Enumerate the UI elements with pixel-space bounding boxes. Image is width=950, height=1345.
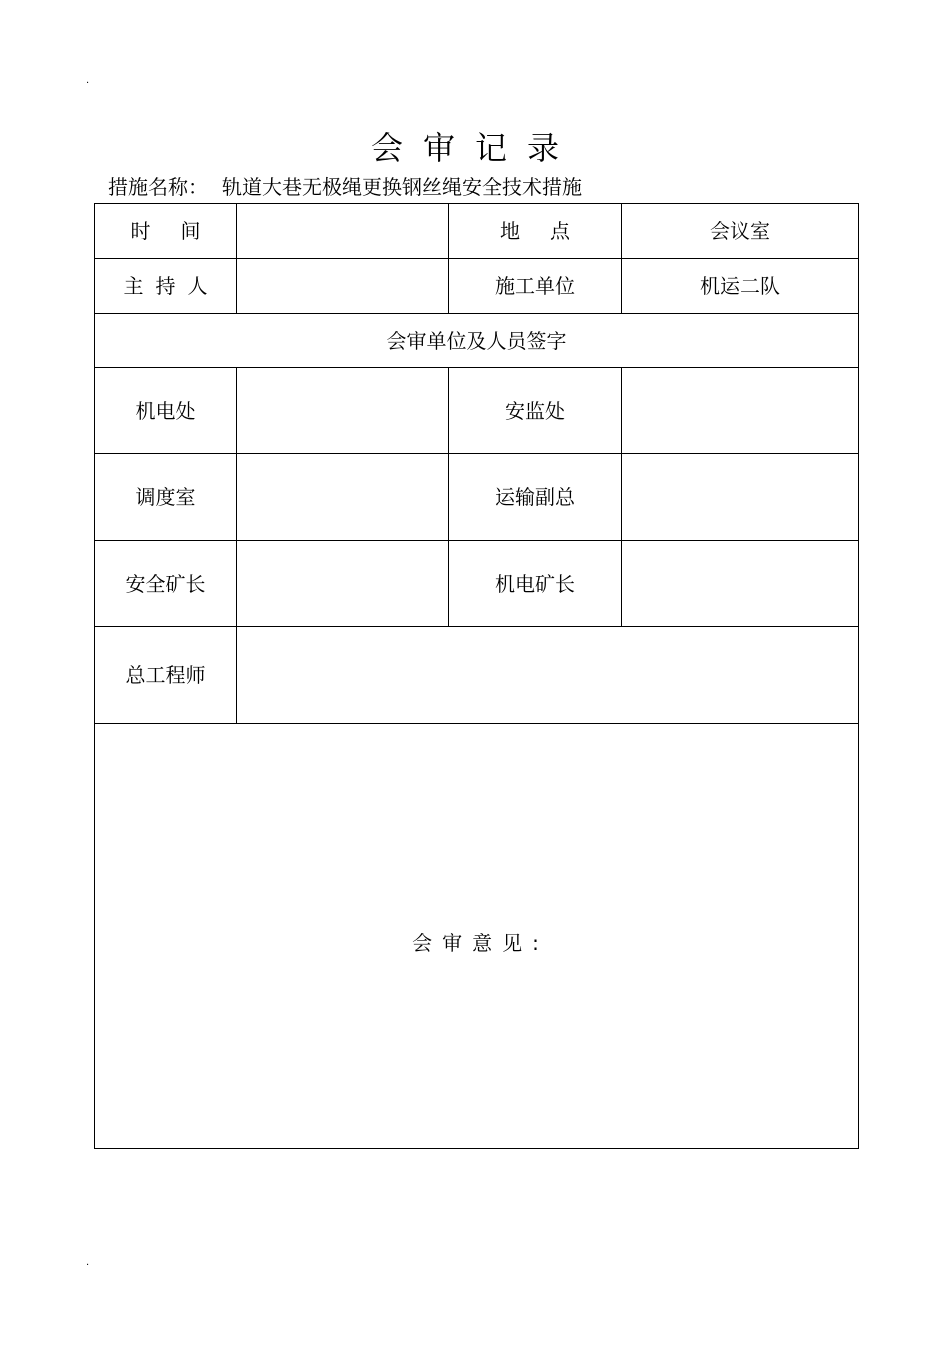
measure-label: 措施名称：: [108, 175, 208, 199]
sign-section-header: 会审单位及人员签字: [95, 314, 859, 368]
signatory-row: [95, 454, 859, 541]
chief-engineer-value[interactable]: [237, 627, 859, 724]
review-record-table: [94, 203, 859, 1149]
time-place-row: [95, 204, 859, 259]
host-value[interactable]: [237, 259, 449, 314]
signatory-right-value[interactable]: [622, 368, 859, 454]
signatory-right-value[interactable]: [622, 541, 859, 627]
host-label: 主持人: [95, 259, 237, 314]
signatory-left-label: 机电处: [95, 368, 237, 454]
signatory-right-label: 机电矿长: [449, 541, 622, 627]
signatory-left-value[interactable]: [237, 368, 449, 454]
signatory-right-label: 安监处: [449, 368, 622, 454]
opinion-label: 会审意见:: [412, 931, 549, 955]
time-value[interactable]: [237, 204, 449, 259]
signatory-left-value[interactable]: [237, 454, 449, 541]
chief-engineer-row: [95, 627, 859, 724]
signatory-left-label: 安全矿长: [95, 541, 237, 627]
signatory-row: [95, 368, 859, 454]
opinion-row: [95, 724, 859, 1149]
measure-line: [108, 173, 582, 201]
place-value[interactable]: 会议室: [622, 204, 859, 259]
chief-engineer-label: 总工程师: [95, 627, 237, 724]
unit-value[interactable]: 机运二队: [622, 259, 859, 314]
signatory-left-label: 调度室: [95, 454, 237, 541]
opinion-cell[interactable]: [95, 724, 859, 1149]
page-marker-top: .: [86, 75, 90, 86]
measure-value: 轨道大巷无极绳更换钢丝绳安全技术措施: [222, 175, 582, 199]
unit-label: 施工单位: [449, 259, 622, 314]
signatory-right-label: 运输副总: [449, 454, 622, 541]
signatory-left-value[interactable]: [237, 541, 449, 627]
signatory-row: [95, 541, 859, 627]
host-unit-row: [95, 259, 859, 314]
time-label: 时间: [95, 204, 237, 259]
page-marker-bottom: .: [86, 1257, 90, 1268]
signatory-right-value[interactable]: [622, 454, 859, 541]
sign-section-row: [95, 314, 859, 368]
place-label: 地点: [449, 204, 622, 259]
document-title: 会审记录: [370, 129, 579, 167]
